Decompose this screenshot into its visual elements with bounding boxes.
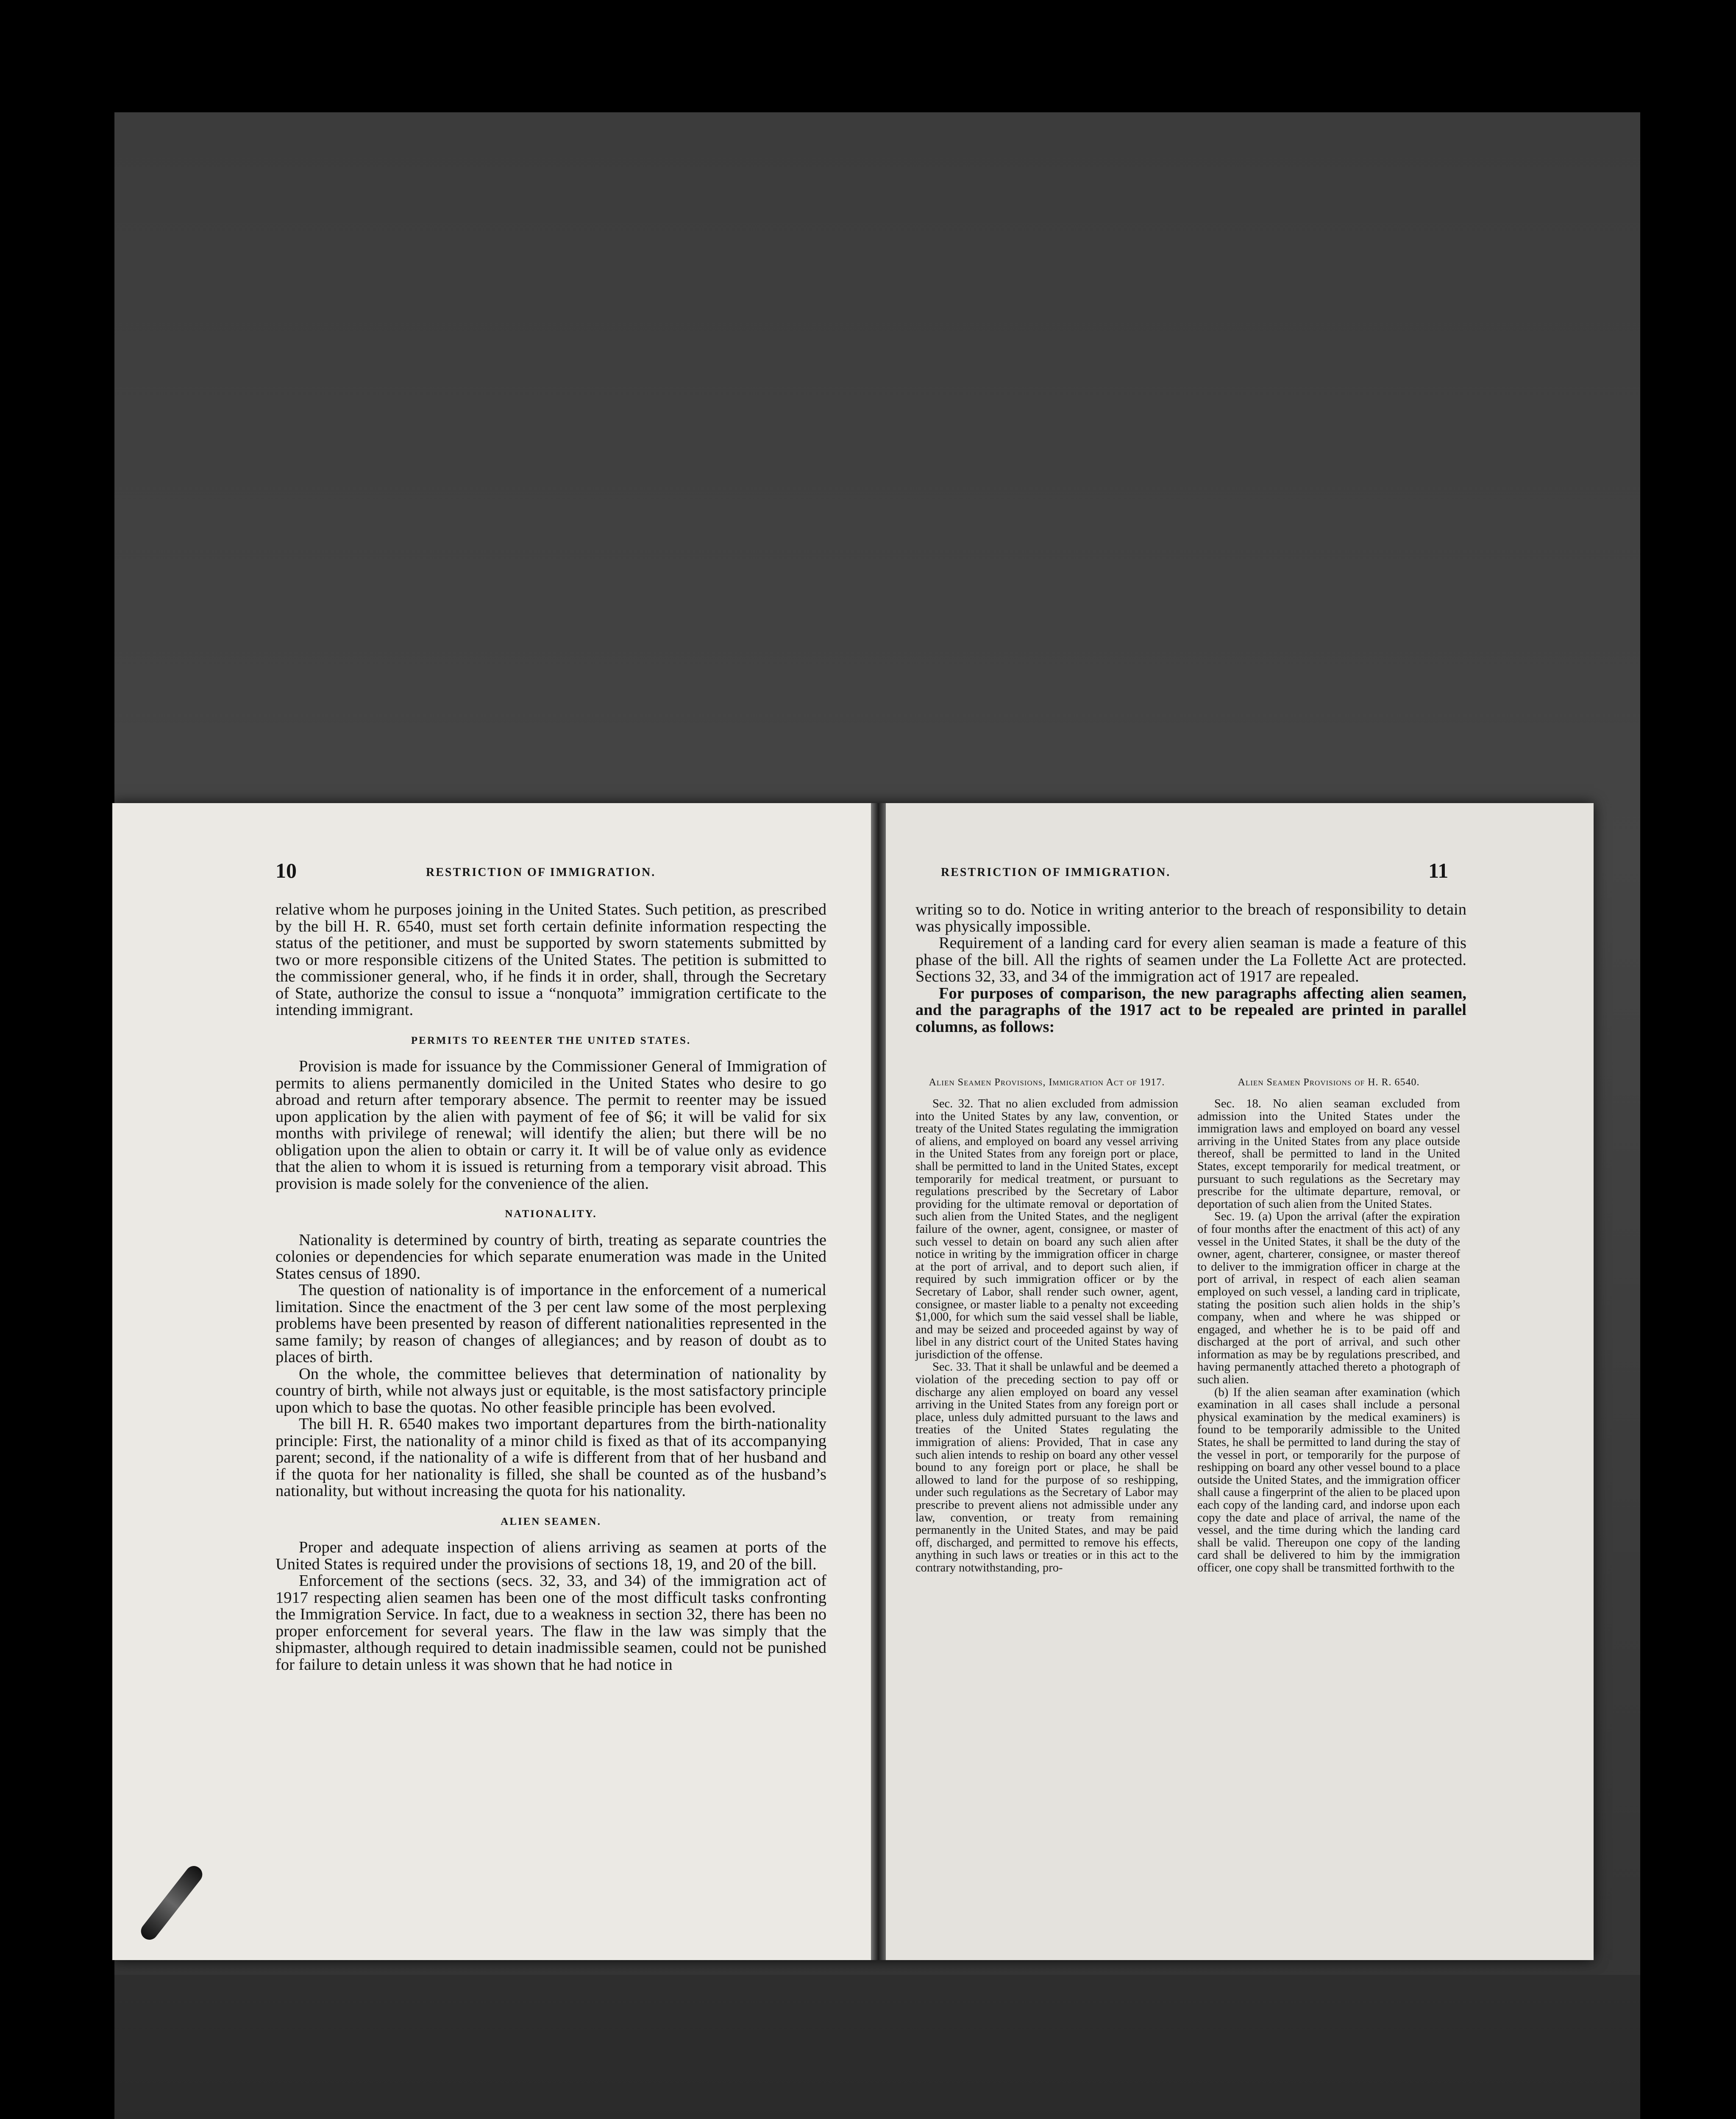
section-text: Sec. 19. (a) Upon the arrival (after the expiration of four months after the enactment of this act) of any vessel in the United States, it shall be the duty of the owner, agent, charterer, consignee, or master thereof to deliver to the immigration officer in charge at the port of arrival, in respect of each alien seaman employed on such vessel, a landing card in triplicate, stating the position such alien holds in the ship’s company, when and where he was shipped or engaged, and whether he is to be paid off and discharged at the port of arrival, and such other information as may be by regulations prescribed, and having permanently attached thereto a photograph of such alien. — [1197, 1210, 1460, 1387]
section-heading: NATIONALITY. — [505, 1208, 597, 1220]
lower-background — [114, 1975, 1640, 2119]
column-hr-6540 — [1197, 1076, 1460, 1574]
paragraph: Proper and adequate inspection of aliens arriving as seamen at ports of the United States is required under the provisions of sections 18, 19, and 20 of the bill. — [275, 1538, 826, 1573]
book-gutter — [871, 803, 886, 1960]
right-page — [886, 803, 1594, 1960]
paragraph: For purposes of comparison, the new paragraphs affecting alien seamen, and the paragraphs of the 1917 act to be repealed are printed in parallel columns, as follows: — [915, 984, 1466, 1036]
column-heading: Alien Seamen Provisions of H. R. 6540. — [1238, 1077, 1420, 1088]
column-1917-act — [915, 1076, 1178, 1574]
paragraph: relative whom he purposes joining in the United States. Such petition, as prescribed by the bill H. R. 6540, must set forth certain definite information respecting the status of the petitioner, and must be supported by sworn statements submitted by two or more responsible citizens of the United States. The petition is submitted to the commissioner general, who, if he finds it in order, shall, through the Secretary of State, authorize the consul to issue a “nonquota” immigration certificate to the intending immigrant. — [275, 901, 826, 1019]
paragraph: Enforcement of the sections (secs. 32, 33, and 34) of the immigration act of 1917 respecting alien seamen has been one of the most difficult tasks confronting the Immigration Service. In fact, due to a weakness in section 32, there has been no proper enforcement for several years. The flaw in the law was simply that the shipmaster, although required to detain inadmissible seamen, could not be punished for failure to detain unless it was shown that he had notice in — [275, 1572, 826, 1674]
section-heading: PERMITS TO REENTER THE UNITED STATES. — [411, 1034, 691, 1046]
right-page-intro — [915, 901, 1466, 1035]
section-text: Sec. 33. That it shall be unlawful and be deemed a violation of the preceding section to pay off or discharge any alien employed on board any vessel arriving in the United States from any foreign port or place, unless duly admitted pursuant to the laws and treaties of the United States regulating the immigration of aliens: Provided, That in case any such alien intends to reship on board any other vessel bound to any foreign port or place, he shall be allowed to land for the purpose of so reshipping, under such regulations as the Secretary of Labor may prescribe to prevent aliens not admissible under any law, convention, or treaty from remaining permanently in the United States, and may be paid off, discharged, and permitted to remove his effects, anything in such laws or treaties or in this act to the contrary notwithstanding, pro- — [915, 1360, 1178, 1574]
paragraph: On the whole, the committee believes that determination of nationality by country of birth, while not always just or equitable, is the most satisfactory principle upon which to base the quotas. No other feasible principle has been evolved. — [275, 1365, 826, 1416]
paragraph: Provision is made for issuance by the Commissioner General of Immigration of permits to aliens permanently domiciled in the United States who desire to go abroad and return after temporary absence. The permit to reenter may be issued upon application by the alien with payment of fee of $6; it will be valid for six months with privilege of renewal; will identify the alien; but there will be no obligation upon the alien to obtain or carry it. It will be of value only as evidence that the alien to whom it is issued is returning from a temporary visit abroad. This provision is made solely for the convenience of the alien. — [275, 1057, 826, 1193]
left-page — [112, 803, 871, 1960]
paragraph: The bill H. R. 6540 makes two important departures from the birth-nationality principle: First, the nationality of a minor child is fixed as that of its accompanying parent; second, if the nationality of a wife is different from that of her husband and if the quota for her nationality is filled, she shall be counted as of the husband’s nationality, but without increasing the quota for his nationality. — [275, 1415, 826, 1500]
page-number: 10 — [275, 859, 297, 882]
page-number: 11 — [1428, 859, 1449, 882]
paragraph: Requirement of a landing card for every alien seaman is made a feature of this phase of the bill. All the rights of seamen under the La Follette Act are protected. Sections 32, 33, and 34 of the immigration act of 1917 are repealed. — [915, 934, 1466, 985]
left-page-body — [275, 901, 826, 1673]
section-text: Sec. 32. That no alien excluded from admission into the United States by any law, convention, or treaty of the United States regulating the immigration of aliens, and employed on board any vessel arriving in the United States from any foreign port or place, shall be permitted to land in the United States, except temporarily for medical treatment, or pursuant to regulations prescribed by the Secretary of Labor providing for the ultimate removal or deportation of such alien from the United States, and the negligent failure of the owner, agent, consignee, or master of such vessel to detain on board any such alien after notice in writing by the immigration officer in charge at the port of arrival, and to deport such alien, if required by such immigration officer or by the Secretary of Labor, shall render such owner, agent, consignee, or master liable to a penalty not exceeding $1,000, for which sum the said vessel shall be liable, and may be seized and proceeded against by way of libel in any district court of the United States having jurisdiction of the offense. — [915, 1097, 1178, 1361]
book-spread — [112, 803, 1594, 1960]
left-running-head — [112, 859, 871, 888]
section-heading: ALIEN SEAMEN. — [501, 1516, 601, 1527]
running-title: RESTRICTION OF IMMIGRATION. — [426, 866, 656, 879]
paragraph: Nationality is determined by country of birth, treating as separate countries the colonies or dependencies for which separate enumeration was made in the United States census of 1890. — [275, 1231, 826, 1282]
right-running-head — [886, 859, 1594, 888]
paragraph: writing so to do. Notice in writing anterior to the breach of responsibility to detain was physically impossible. — [915, 901, 1466, 935]
column-heading: Alien Seamen Provisions, Immigration Act of 1917. — [929, 1077, 1165, 1088]
paragraph: The question of nationality is of importance in the enforcement of a numerical limitation. Since the enactment of the 3 per cent law some of the most perplexing problems have been presented by reason of different nationalities represented in the same family; by reason of changes of allegiances; and by reason of doubt as to places of birth. — [275, 1281, 826, 1366]
section-text: Sec. 18. No alien seaman excluded from admission into the United States under the immigration laws and employed on board any vessel arriving in the United States from any place outside thereof, shall be permitted to land in the United States, except temporarily for medical treatment, or pursuant to such regulations as the Secretary may prescribe for the ultimate departure, removal, or deportation of such alien from the United States. — [1197, 1097, 1460, 1211]
section-text: (b) If the alien seaman after examination (which examination in all cases shall include a personal physical examination by the medical examiners) is found to be temporarily admissible to the United States, he shall be permitted to land during the stay of the vessel in port, or temporarily for the purpose of reshipping on board any other vessel bound to a place outside the United States, and the immigration officer shall cause a fingerprint of the alien to be placed upon each copy of the landing card, and indorse upon each copy the date and place of arrival, the name of the vessel, and the time during which the landing card shall be valid. Thereupon one copy of the landing card shall be delivered to him by the immigration officer, one copy shall be transmitted forthwith to the — [1197, 1385, 1460, 1574]
running-title: RESTRICTION OF IMMIGRATION. — [941, 866, 1171, 879]
